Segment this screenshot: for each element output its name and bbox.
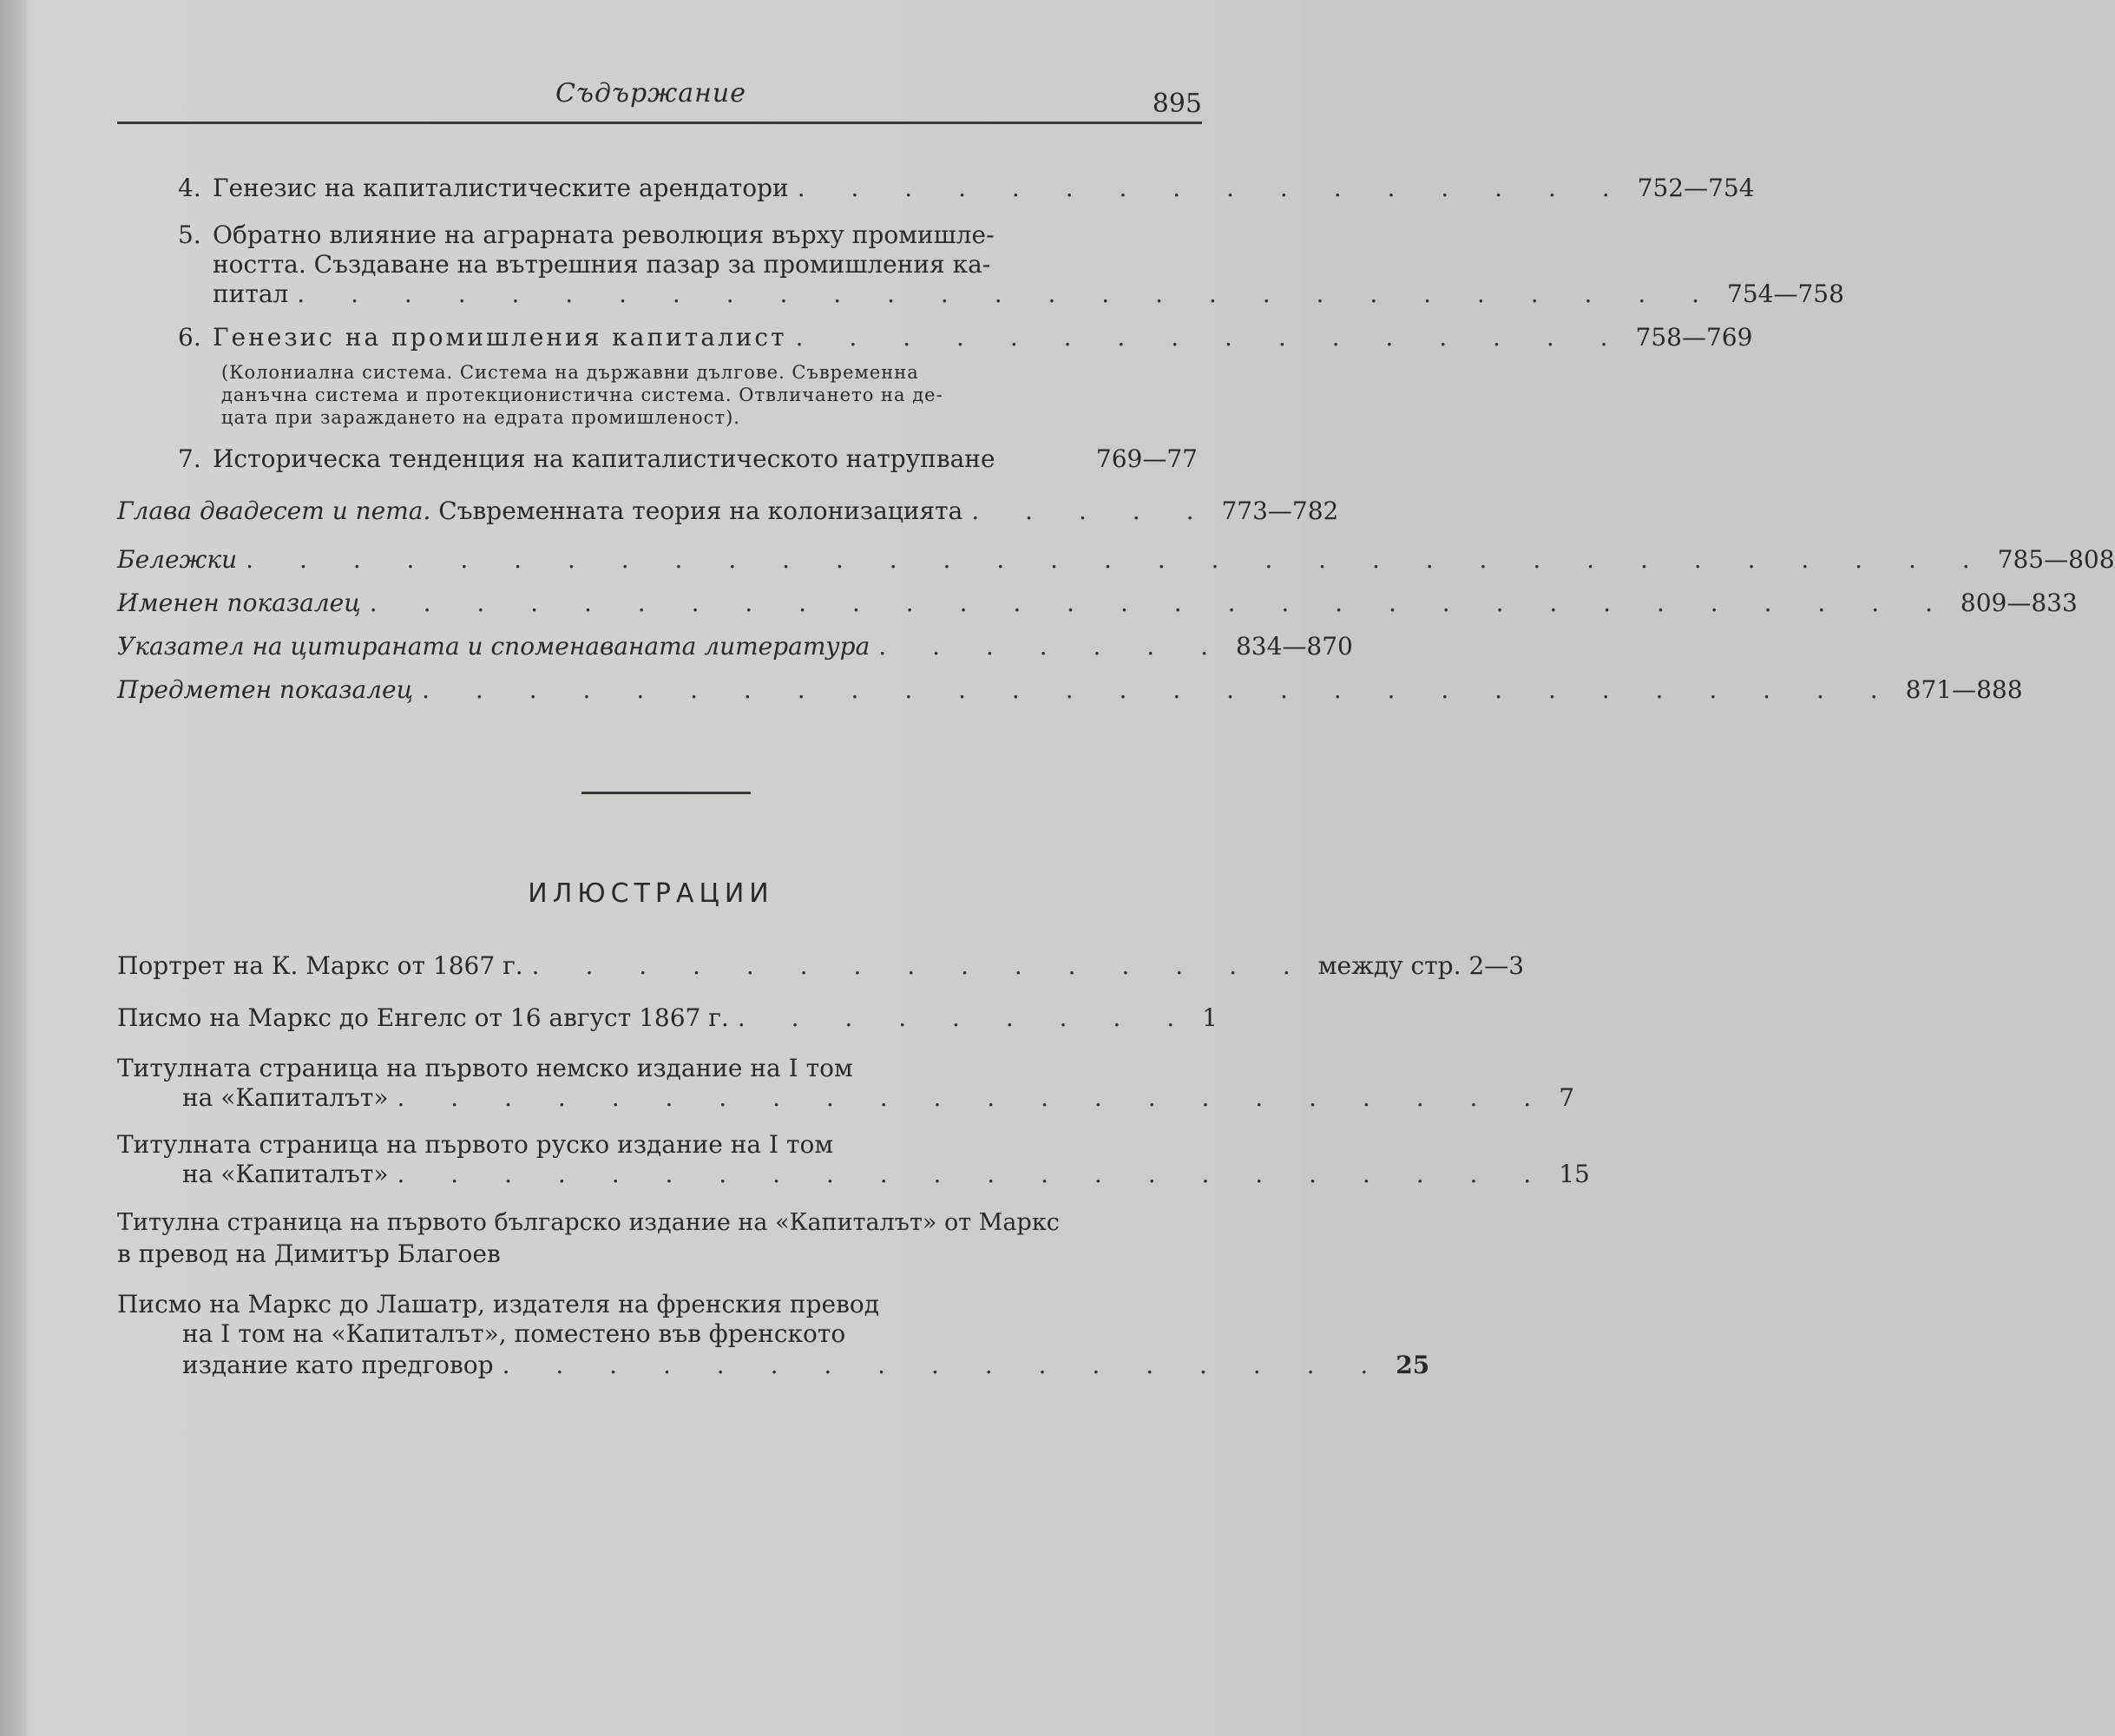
toc-name-index — [117, 589, 2078, 618]
toc-item-6-note-line1: (Колониална система. Система на държавни дългове. Съвременна — [221, 362, 919, 383]
toc-item-pages: 769—77 — [1095, 444, 1198, 473]
toc-item-5-line3 — [213, 279, 1844, 309]
page-number: 895 — [1152, 89, 1202, 119]
toc-item-label: Историческа тенденция на капиталистическото натрупване — [213, 444, 995, 473]
toc-literature-index — [117, 632, 1353, 661]
section-separator — [581, 792, 751, 794]
illustration-label: Писмо на Маркс до Енгелс от 16 август 1867 г. — [117, 1003, 729, 1032]
toc-item-label: Именен показалец — [117, 589, 361, 617]
illustration-item-line1: Титулната страница на първото руско издание на I том — [117, 1130, 834, 1159]
toc-item-pages: 871—888 — [1905, 675, 2023, 704]
toc-item-pages: 785—808 — [1997, 545, 2115, 574]
toc-item-pages: 752—754 — [1637, 174, 1755, 202]
leader-dots: . . . . . . . . . . . . . . . — [531, 951, 1310, 980]
toc-chapter-label-italic: Глава двадесет и пета. — [117, 496, 431, 525]
toc-item-5 — [178, 220, 995, 250]
leader-dots: . . . . . . . . . . . . . . . . . — [502, 1351, 1388, 1379]
illustration-item — [182, 1083, 1575, 1113]
toc-notes — [117, 545, 2115, 575]
toc-item-number: 7. — [178, 444, 201, 473]
toc-item-pages: 754—758 — [1727, 279, 1844, 308]
toc-item-number: 4. — [178, 174, 201, 202]
leader-dots: . . . . . . . . . . . . . . . . . . . . . . . . . . . . . . . . . — [246, 545, 1989, 574]
leader-dots: . . . . . . . . . . . . . . . . . . . . . . . . . . . — [297, 279, 1719, 308]
toc-item-label-line1: Обратно влияние на аграрната революция върху промишле- — [213, 220, 995, 249]
toc-subject-index — [117, 675, 2023, 705]
illustration-label: Портрет на К. Маркс от 1867 г. — [117, 951, 523, 980]
illustration-item-line2: в превод на Димитър Благоев — [117, 1240, 501, 1268]
toc-item-pages: 834—870 — [1235, 632, 1353, 661]
leader-dots: . . . . . . . . . . . . . . . . . . . . . . . . . . . . — [422, 675, 1897, 704]
toc-chapter-25 — [117, 496, 1339, 526]
leader-dots: . . . . . . . . . . . . . . . . — [797, 174, 1629, 202]
illustration-item — [117, 951, 1525, 981]
toc-item-6-note-line2: данъчна система и протекционистична система. Отвличането на де- — [221, 385, 943, 405]
toc-item-5-line2: ността. Създаване на вътрешния пазар за промишления ка- — [213, 250, 991, 279]
illustration-label: на «Капиталът» — [182, 1160, 389, 1188]
illustration-item — [117, 1003, 1218, 1033]
toc-item-4 — [178, 174, 1755, 203]
toc-item-number: 6. — [178, 323, 201, 352]
toc-item-number: 5. — [178, 220, 201, 249]
leader-dots: . . . . . . . . . . . . . . . . . . . . . . — [397, 1083, 1551, 1112]
leader-dots: . . . . . . . . . . . . . . . . — [795, 323, 1627, 352]
toc-item-pages: 758—769 — [1635, 323, 1753, 352]
illustration-item-line1: Писмо на Маркс до Лашатр, издателя на френския превод — [117, 1290, 879, 1318]
toc-item-7 — [178, 444, 1198, 474]
illustration-pages: 7 — [1559, 1083, 1575, 1112]
illustration-label: издание като предговор — [182, 1351, 494, 1379]
illustration-label: на «Капиталът» — [182, 1083, 389, 1112]
illustration-item-line1: Титулната страница на първото немско издание на I том — [117, 1054, 853, 1082]
toc-chapter-label: Съвременната теория на колонизацията — [430, 496, 963, 525]
illustration-pages: 15 — [1559, 1160, 1590, 1188]
leader-dots: . . . . . . . . . . . . . . . . . . . . . . — [397, 1160, 1551, 1188]
illustration-pages: между стр. 2—3 — [1317, 951, 1525, 980]
page-spine-shadow — [0, 0, 26, 1736]
illustration-pages: 25 — [1396, 1351, 1430, 1379]
toc-item-pages: 809—833 — [1960, 589, 2078, 617]
running-header-title: Съдържание — [555, 78, 746, 108]
toc-item-6-note-line3: цата при зараждането на едрата промишленост). — [221, 407, 740, 428]
illustration-item-line1: Титулна страница на първото българско издание на «Капиталът» от Маркс — [117, 1209, 1060, 1236]
leader-dots: . . . . . . . . . — [737, 1003, 1194, 1032]
toc-item-label: Генезис на капиталистическите арендатори — [213, 174, 789, 202]
toc-item-pages: 773—782 — [1221, 496, 1339, 525]
toc-item-label: Предметен показалец — [117, 675, 414, 704]
illustrations-heading: ИЛЮСТРАЦИИ — [528, 878, 774, 909]
leader-dots: . . . . . . . — [878, 632, 1227, 661]
leader-dots: . . . . . — [971, 496, 1213, 525]
toc-item-label-line3: питал — [213, 279, 289, 308]
toc-item-6 — [178, 323, 1753, 352]
leader-dots: . . . . . . . . . . . . . . . . . . . . . . . . . . . . . . — [369, 589, 1952, 617]
illustration-item-line2: на I том на «Капиталът», поместено във френското — [182, 1319, 846, 1348]
toc-item-label: Бележки — [117, 545, 238, 574]
illustration-item — [182, 1351, 1430, 1380]
toc-item-label: Указател на цитираната и споменаваната литература — [117, 632, 870, 661]
header-rule — [117, 122, 1202, 124]
illustration-item — [182, 1160, 1590, 1189]
illustration-pages: 1 — [1202, 1003, 1218, 1032]
toc-item-label: Генезис на промишления капиталист — [213, 323, 787, 352]
